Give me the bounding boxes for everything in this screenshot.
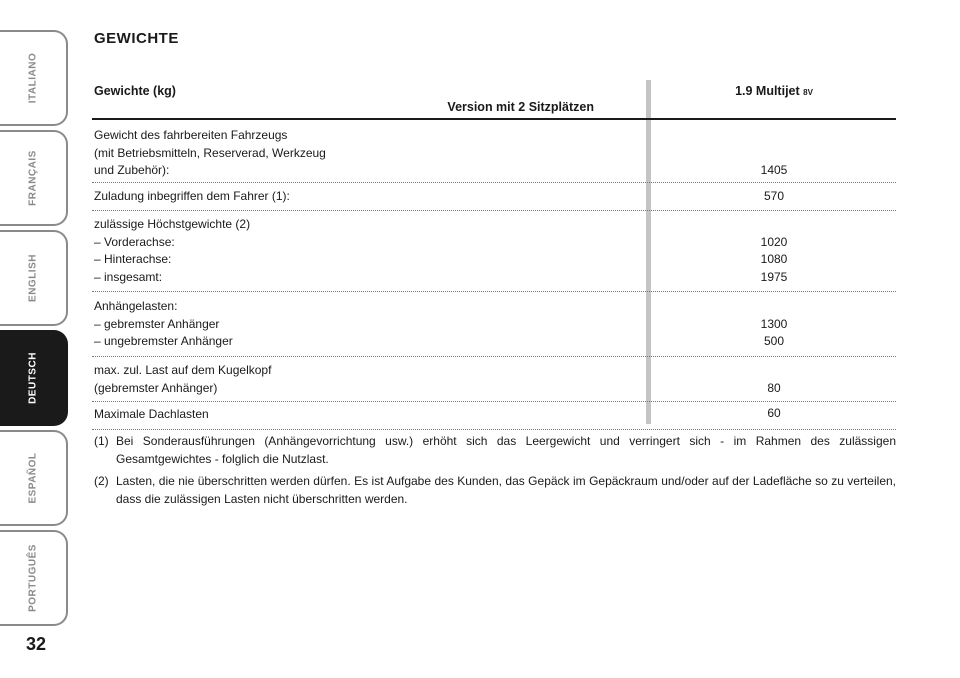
row-label	[94, 362, 634, 397]
engine-name: 1.9 Multijet	[735, 84, 804, 98]
engine-suffix: 8V	[803, 88, 813, 97]
row-value-line: 1020	[760, 234, 788, 249]
row-value	[652, 298, 896, 351]
row-value	[652, 362, 896, 397]
row-label	[94, 127, 634, 180]
row-label-line: Maximale Dachlasten	[94, 407, 209, 421]
table-row	[92, 183, 896, 211]
weights-table	[92, 80, 896, 430]
footnote-text: Bei Sonderausführungen (Anhängevorrichtung usw.) erhöht sich das Leergewicht und verringert sich - im Rahmen des zulässigen Gesamtgewichtes - folglich die Nutzlast.	[116, 434, 896, 466]
row-value	[652, 127, 896, 180]
table-row	[92, 292, 896, 357]
row-label	[94, 298, 634, 351]
footnote-text: Lasten, die nie überschritten werden dürfen. Es ist Aufgabe des Kunden, das Gepäck im Gepäckraum und/oder auf der Ladefläche so zu verteilen, dass die zulässigen Lasten nicht überschritten werden.	[116, 474, 896, 506]
tab-label: ESPAÑOL	[27, 452, 39, 504]
header-version-label: Version mit 2 Sitzplätzen	[447, 100, 594, 114]
tab-english[interactable]	[0, 230, 68, 326]
table-row	[92, 211, 896, 292]
tab-label: FRANÇAIS	[27, 150, 39, 206]
row-value-line	[652, 145, 896, 163]
row-label-line: Zuladung inbegriffen dem Fahrer (1):	[94, 189, 290, 203]
tab-label: ENGLISH	[27, 254, 39, 302]
row-value-line	[652, 216, 896, 234]
header-weights-label: Gewichte (kg)	[94, 84, 176, 98]
row-label-line: – insgesamt:	[94, 269, 163, 284]
row-label-line: Anhängelasten:	[94, 299, 178, 313]
row-label-line: (mit Betriebsmitteln, Reserverad, Werkzeug	[94, 145, 326, 160]
row-label-line: zulässige Höchstgewichte (2)	[94, 217, 251, 231]
row-value-line: 500	[763, 334, 785, 348]
header-engine-label	[652, 84, 896, 98]
row-value-line: 80	[767, 380, 781, 395]
tab-francais[interactable]	[0, 130, 68, 226]
row-label-line: max. zul. Last auf dem Kugelkopf	[94, 363, 272, 377]
table-row	[92, 357, 896, 402]
row-label	[94, 216, 634, 286]
row-label-line: – ungebremster Anhänger	[94, 334, 233, 348]
tab-deutsch[interactable]	[0, 330, 68, 426]
tab-label: ITALIANO	[27, 52, 39, 104]
footnote-number: (2)	[94, 474, 109, 488]
row-value	[652, 405, 896, 423]
page-title: GEWICHTE	[94, 30, 179, 47]
row-label-line: Gewicht des fahrbereiten Fahrzeugs	[94, 128, 288, 142]
tab-italiano[interactable]	[0, 30, 68, 126]
row-label-line: (gebremster Anhänger)	[94, 380, 218, 395]
table-header	[92, 80, 896, 120]
tab-label: DEUTSCH	[27, 352, 39, 404]
tab-label: PORTUGUÊS	[27, 544, 39, 612]
footnotes	[94, 432, 896, 512]
row-label-line: – gebremster Anhänger	[94, 316, 220, 331]
row-value-line: 570	[763, 189, 785, 203]
row-value	[652, 188, 896, 206]
table-row	[92, 120, 896, 183]
row-value-line: 1300	[760, 316, 788, 331]
row-value-line: 60	[767, 406, 781, 420]
tab-portugues[interactable]	[0, 530, 68, 626]
row-label	[94, 188, 634, 206]
footnote	[94, 472, 896, 508]
row-label	[94, 406, 634, 424]
row-value-line	[652, 127, 896, 145]
row-label-line: – Vorderachse:	[94, 234, 175, 249]
row-label-line: – Hinterachse:	[94, 252, 172, 266]
row-value-line: 1405	[760, 163, 788, 177]
table-row	[92, 402, 896, 430]
row-label-line: und Zubehör):	[94, 163, 170, 177]
page-number: 32	[25, 634, 47, 654]
tab-espanol[interactable]	[0, 430, 68, 526]
footnote	[94, 432, 896, 468]
language-tab-rail	[0, 0, 72, 678]
row-value-line	[652, 362, 896, 380]
row-value-line: 1080	[760, 252, 788, 266]
row-value-line: 1975	[760, 269, 788, 284]
footnote-number: (1)	[94, 434, 109, 448]
row-value-line	[652, 298, 896, 316]
row-value	[652, 216, 896, 286]
